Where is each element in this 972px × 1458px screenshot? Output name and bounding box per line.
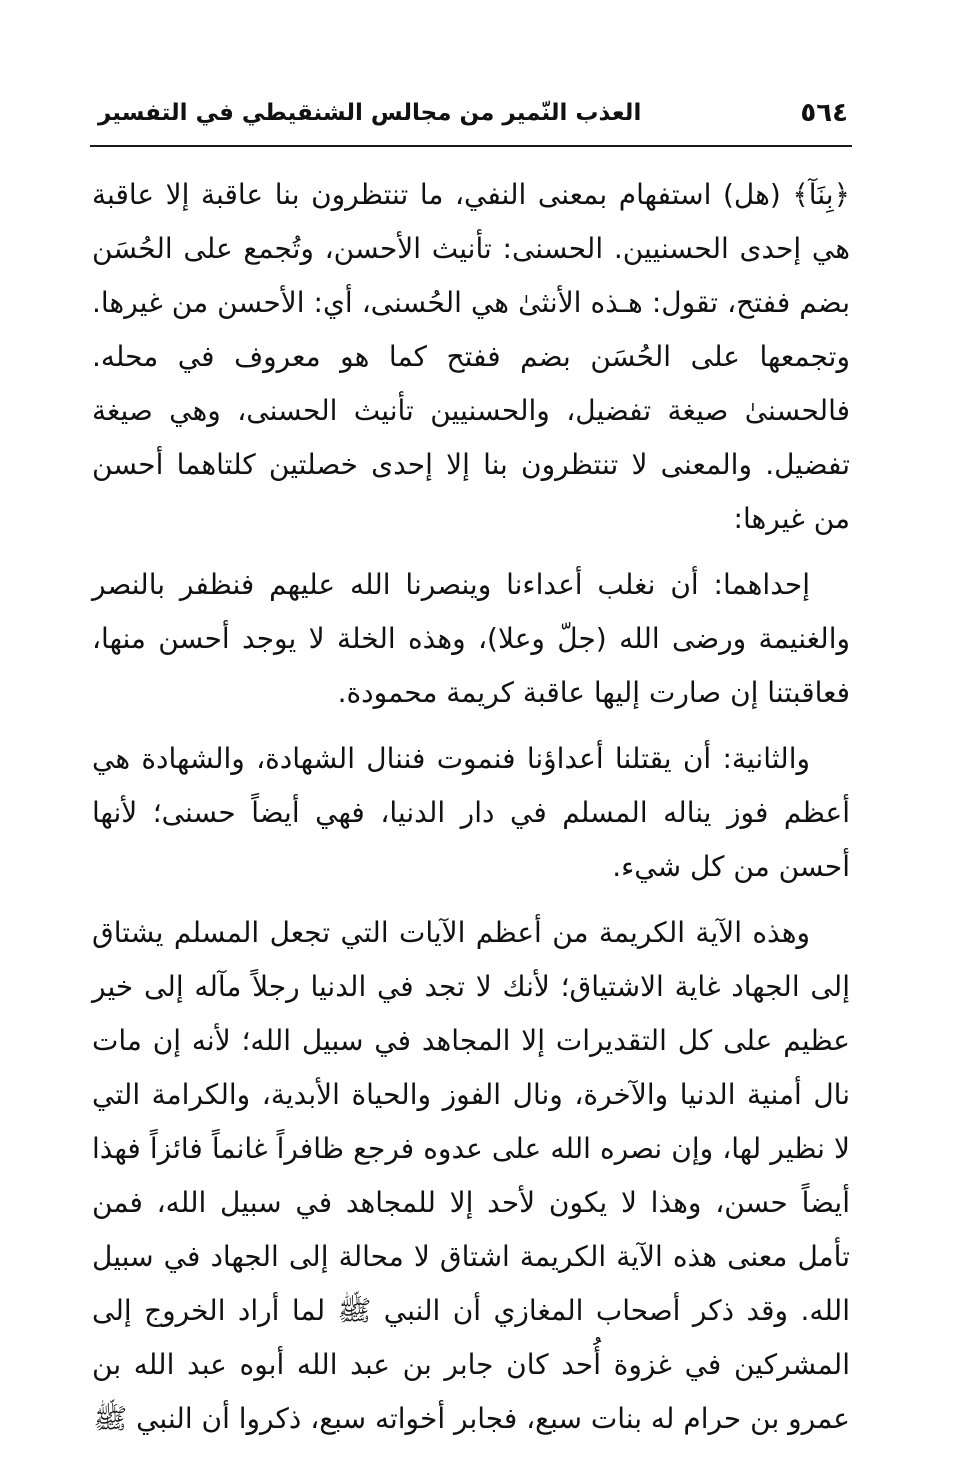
page-body [92,168,850,1458]
page-header [92,96,850,144]
header-divider [90,145,852,147]
page-number: ٥٦٤ [800,98,848,128]
running-title: العذب النّمير من مجالس الشنقيطي في التفسير [98,100,642,126]
paragraph-1: ﴿بِنَآ﴾ (هل) استفهام بمعنى النفي، ما تنتظرون بنا عاقبة إلا عاقبة هي إحدى الحسنيين. الحسنى: تأنيث الأحسن، وتُجمع على الحُسَن بضم ففتح، تقول: هـذه الأنثىٰ هي الحُسنى، أي: الأحسن من غيرها. وتجمعها على الحُسَن بضم ففتح كما هو معروف في محله. فالحسنىٰ صيغة تفضيل، والحسنيين تأنيث الحسنى، وهي صيغة تفضيل. والمعنى لا تنتظرون بنا إلا إحدى خصلتين كلتاهما أحسن من غيرها: [92,178,850,535]
paragraph-2: إحداهما: أن نغلب أعداءنا وينصرنا الله عليهم فنظفر بالنصر والغنيمة ورضى الله (جلّ وعلا)، وهذه الخلة لا يوجد أحسن منها، فعاقبتنا إن صارت إليها عاقبة كريمة محمودة. [92,568,850,709]
paragraph-3: والثانية: أن يقتلنا أعداؤنا فنموت فننال الشهادة، والشهادة هي أعظم فوز يناله المسلم في دار الدنيا، فهي أيضاً حسنى؛ لأنها أحسن من كل شيء. [92,742,850,883]
paragraph-4: وهذه الآية الكريمة من أعظم الآيات التي تجعل المسلم يشتاق إلى الجهاد غاية الاشتياق؛ لأنك لا تجد في الدنيا رجلاً مآله إلى خير عظيم على كل التقديرات إلا المجاهد في سبيل الله؛ لأنه إن مات نال أمنية الدنيا والآخرة، ونال الفوز والحياة الأبدية، والكرامة التي لا نظير لها، وإن نصره الله على عدوه فرجع ظافراً غانماً فائزاً فهذا أيضاً حسن، وهذا لا يكون لأحد إلا للمجاهد في سبيل الله، فمن تأمل معنى هذه الآية الكريمة اشتاق لا محالة إلى الجهاد في سبيل الله. وقد ذكر أصحاب المغازي أن النبي ﷺ لما أراد الخروج إلى المشركين في غزوة أُحد كان جابر بن عبد الله أبوه عبد الله بن عمرو بن حرام له بنات سبع، فجابر أخواته سبع، ذكروا أن النبي ﷺ [92,916,850,1435]
